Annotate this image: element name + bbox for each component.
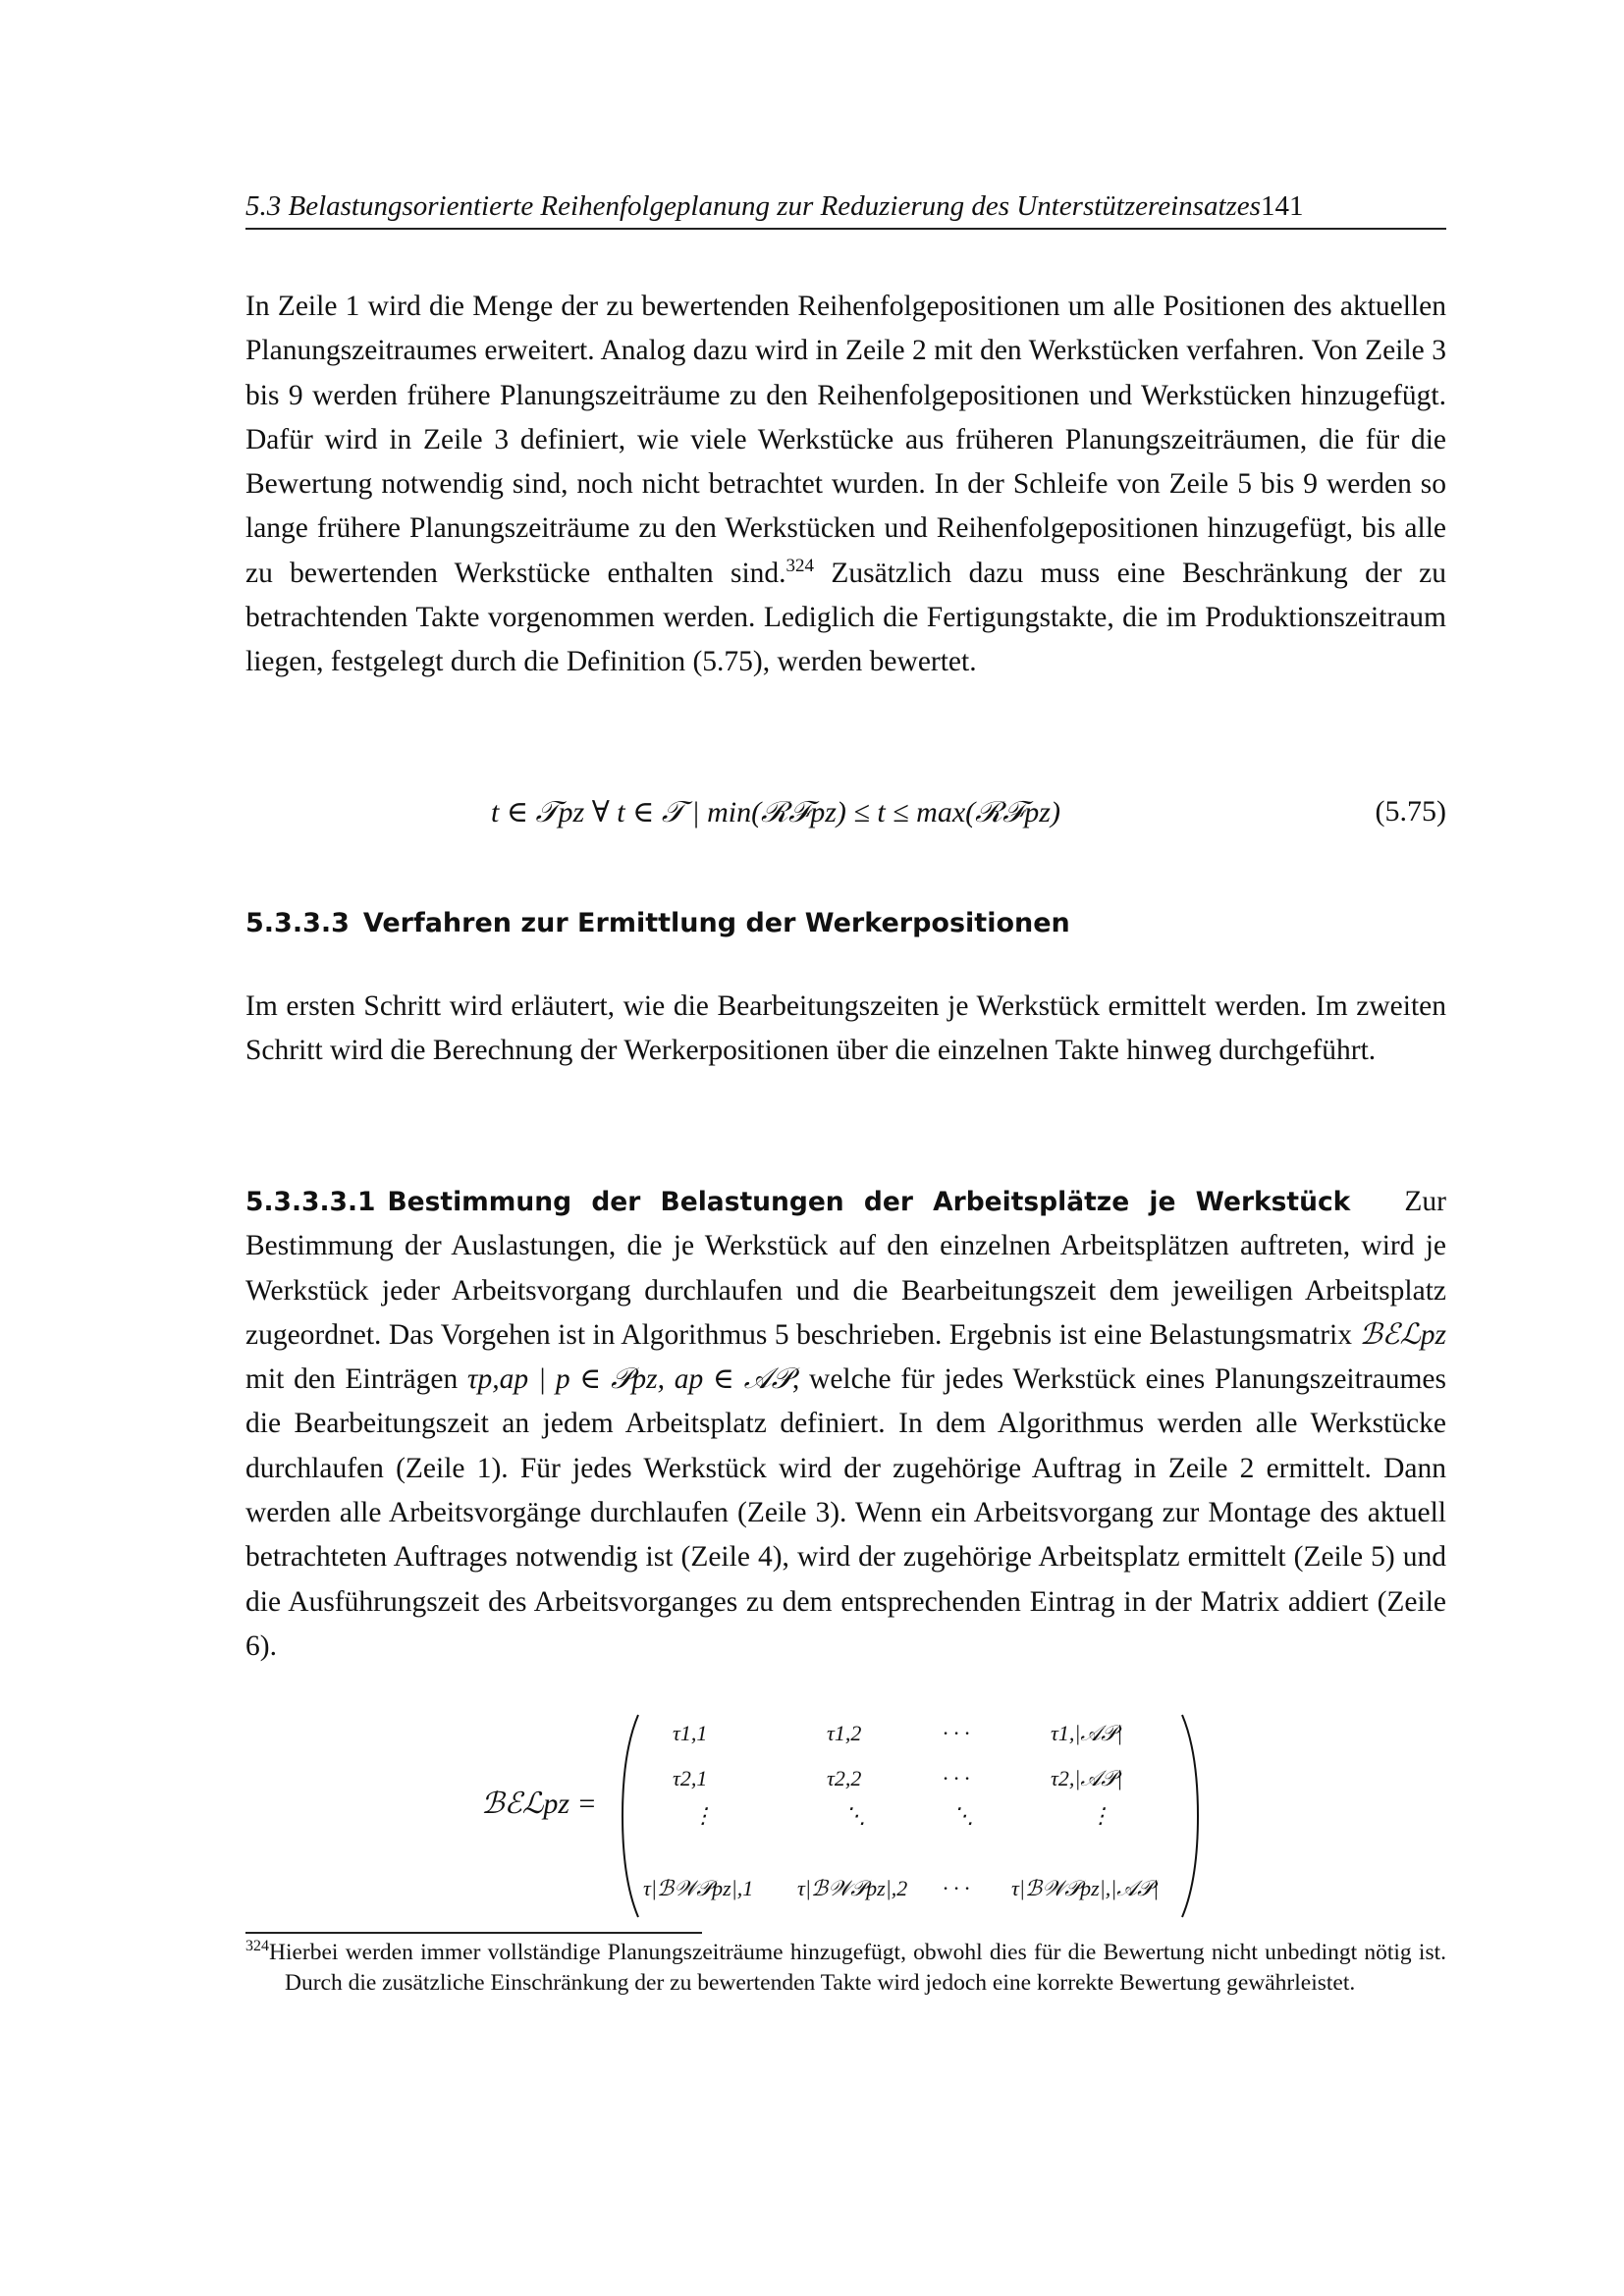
matrix-cell: τ2,1	[673, 1766, 708, 1790]
matrix-cell: τ1,1	[673, 1721, 708, 1745]
subsubsection-number: 5.3.3.3.1	[245, 1187, 376, 1217]
paragraph1-text-b: Zusätzlich dazu muss eine Beschränkung der zu betrachtenden Takte vorgenommen werden. Lediglich die Fertigungstakte, die im Produktionszeitraum liegen, festgelegt durch die Definition (5.75), werden bewertet.	[245, 557, 1446, 678]
paragraph1-text-a: In Zeile 1 wird die Menge der zu bewertenden Reihenfolgepositionen um alle Positionen des aktuellen Planungszeitraumes erweitert. Analog dazu wird in Zeile 2 mit den Werkstücken verfahren. Von Zeile 3 bis 9 werden frühere Planungszeiträume zu den Reihenfolgepositionen und Werkstücken hinzugefügt. Dafür wird in Zeile 3 definiert, wie viele Werkstücke aus früheren Planungszeiträumen, die für die Bewertung notwendig sind, noch nicht betrachtet wurden. In der Schleife von Zeile 5 bis 9 werden so lange frühere Planungszeiträume zu den Werkstücken und Reihenfolgepositionen hinzugefügt, bis alle zu bewertenden Werkstücke enthalten sind.	[245, 291, 1446, 589]
equation-5-75	[245, 795, 1446, 842]
footnote-divider	[245, 1932, 702, 1934]
paragraph-algorithm-description	[245, 285, 1446, 685]
matrix-cell: ⋮	[692, 1803, 714, 1828]
right-bracket-icon	[1180, 1713, 1202, 1919]
equation-number: (5.75)	[1375, 795, 1446, 828]
subsubsection-heading	[245, 1187, 1350, 1217]
matrix-cell: τ1,2	[827, 1721, 862, 1745]
matrix-cell: ⋱	[844, 1803, 866, 1828]
paragraph-intro-steps	[245, 985, 1446, 1074]
matrix-symbol: ℬℰℒpz	[1359, 1318, 1446, 1351]
matrix-entries: τp,ap | p ∈ 𝒫pz, ap ∈ 𝒜𝒫	[467, 1363, 792, 1396]
footnote	[245, 1938, 1446, 1999]
paragraph2-text: Im ersten Schritt wird erläutert, wie die Bearbeitungszeiten je Werkstück ermittelt werden. Im zweiten Schritt wird die Berechnung der Werkerpositionen über die einzelnen Takte hinweg durchgeführt.	[245, 990, 1446, 1067]
footnote-reference[interactable]: 324	[785, 555, 815, 576]
left-bracket-icon	[619, 1713, 640, 1919]
running-header	[245, 187, 1446, 230]
section-title: Verfahren zur Ermittlung der Werkerpositionen	[362, 908, 1070, 938]
matrix-cell: τ1,|𝒜𝒫|	[1051, 1721, 1123, 1745]
page-number: 141	[1260, 190, 1304, 222]
matrix-lhs: ℬℰℒpz =	[481, 1788, 597, 1820]
footnote-text: Hierbei werden immer vollständige Planungszeiträume hinzugefügt, obwohl dies für die Bewertung nicht unbedingt nötig ist. Durch die zusätzliche Einschränkung der zu bewertenden Takte wird jedoch eine korrekte Bewertung gewährleistet.	[269, 1940, 1446, 1996]
matrix-cell: τ2,2	[827, 1766, 862, 1790]
paragraph3-text-c: , welche für jedes Werkstück eines Planungszeitraumes die Bearbeitungszeit an jedem Arbeitsplatz definiert. In dem Algorithmus werden alle Werkstücke durchlaufen (Zeile 1). Für jedes Werkstück wird der zugehörige Auftrag in Zeile 2 ermittelt. Dann werden alle Arbeitsvorgänge durchlaufen (Zeile 3). Wenn ein Arbeitsvorgang zur Montage des aktuell betrachteten Auftrages notwendig ist (Zeile 4), wird der zugehörige Arbeitsplatz ermittelt (Zeile 5) und die Ausführungszeit des Arbeitsvorganges zu dem entsprechenden Eintrag in der Matrix addiert (Zeile 6).	[245, 1363, 1446, 1662]
matrix-cell: τ|ℬ𝒲𝒫pz|,1	[643, 1876, 754, 1900]
matrix-cell: τ2,|𝒜𝒫|	[1051, 1766, 1123, 1790]
matrix-cell: · · ·	[943, 1721, 970, 1745]
subsubsection-title: Bestimmung der Belastungen der Arbeitsplätze je Werkstück	[387, 1187, 1351, 1217]
load-matrix	[481, 1713, 1208, 1919]
header-section-number: 5.3	[245, 190, 282, 222]
paragraph-load-determination	[245, 1180, 1446, 1669]
section-number: 5.3.3.3	[245, 908, 350, 938]
paragraph3-text-b: mit den Einträgen	[245, 1363, 467, 1396]
matrix-cell: ⋮	[1090, 1803, 1111, 1828]
equation-expression: t ∈ 𝒯pz ∀ t ∈ 𝒯 | min(ℛℱpz) ≤ t ≤ max(ℛℱpz)	[491, 796, 1060, 828]
section-heading	[245, 908, 1070, 938]
matrix-cell: τ|ℬ𝒲𝒫pz|,2	[797, 1876, 908, 1900]
paragraph3-text-a: Zur Bestimmung der Auslastungen, die je Werkstück auf den einzelnen Arbeitsplätzen auftreten, wird je Werkstück jeder Arbeitsvorgang durchlaufen und die Bearbeitungszeit dem jeweiligen Arbeitsplatz zugeordnet. Das Vorgehen ist in Algorithmus 5 beschrieben. Ergebnis ist eine Belastungsmatrix	[245, 1186, 1446, 1351]
matrix-cell: · · ·	[943, 1766, 970, 1790]
matrix-cell: τ|ℬ𝒲𝒫pz|,|𝒜𝒫|	[1011, 1876, 1160, 1900]
footnote-number: 324	[245, 1938, 269, 1955]
matrix-cell: ⋱	[952, 1803, 974, 1828]
header-title: Belastungsorientierte Reihenfolgeplanung zur Reduzierung des Unterstützereinsatzes	[288, 190, 1261, 222]
matrix-cell: · · ·	[943, 1876, 970, 1900]
